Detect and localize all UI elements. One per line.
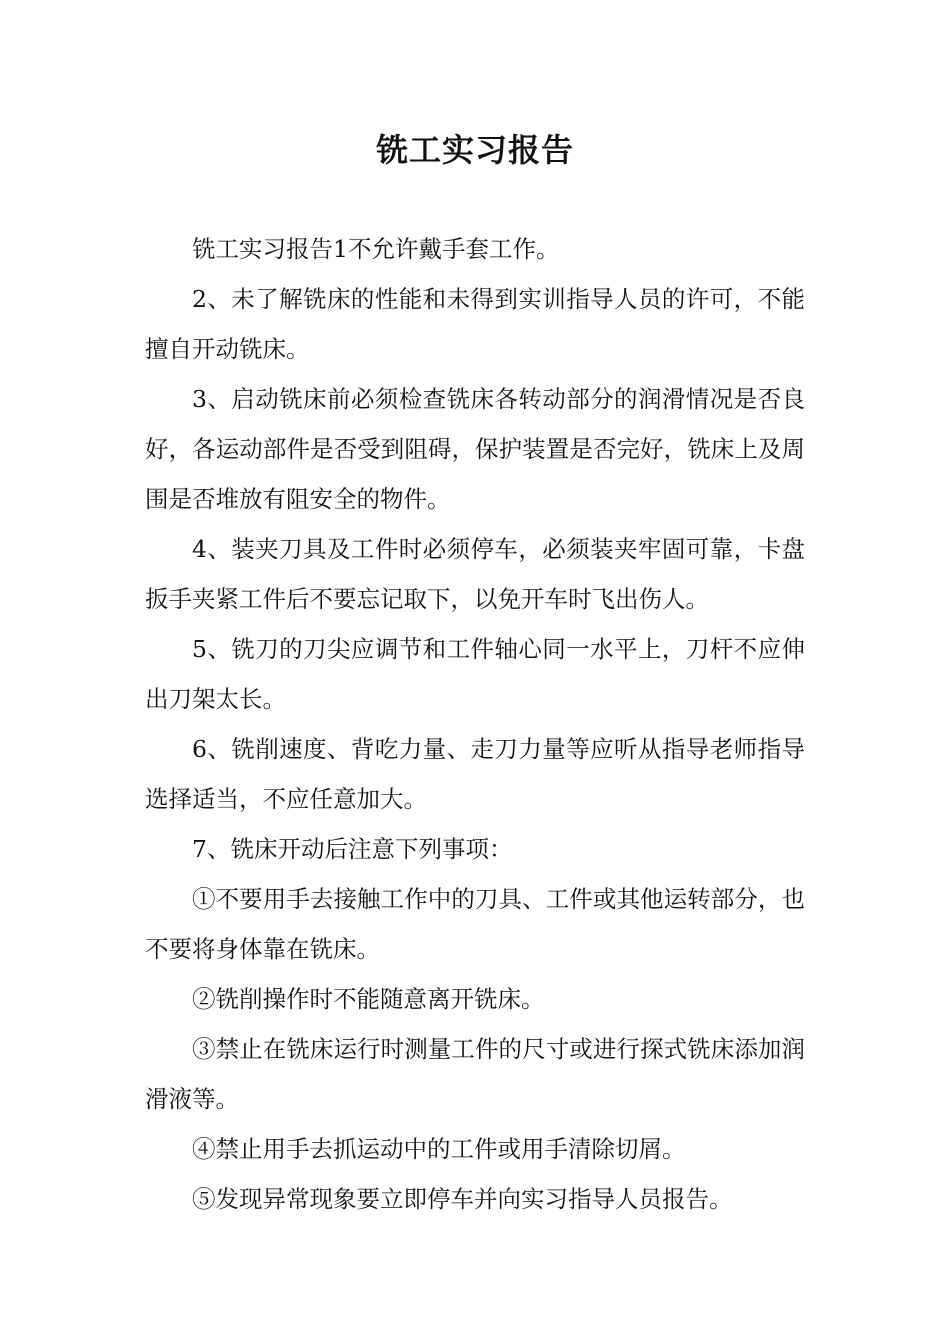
paragraph-9: ②铣削操作时不能随意离开铣床。	[192, 985, 545, 1013]
paragraph-3: 3、启动铣床前必须检查铣床各转动部分的润滑情况是否良好，各运动部件是否受到阻碍，保护装置是否完好，铣床上及周围是否堆放有阻安全的物件。	[145, 385, 805, 513]
document-body	[145, 224, 805, 1224]
paragraph-8: ①不要用手去接触工作中的刀具、工件或其他运转部分，也不要将身体靠在铣床。	[145, 885, 805, 963]
paragraph-10: ③禁止在铣床运行时测量工件的尺寸或进行探式铣床添加润滑液等。	[145, 1035, 805, 1113]
paragraph-2: 2、未了解铣床的性能和未得到实训指导人员的许可，不能擅自开动铣床。	[145, 285, 805, 363]
paragraph-12: ⑤发现异常现象要立即停车并向实习指导人员报告。	[192, 1185, 733, 1213]
paragraph-4: 4、装夹刀具及工件时必须停车，必须装夹牢固可靠，卡盘扳手夹紧工件后不要忘记取下，以免开车时飞出伤人。	[145, 535, 805, 613]
paragraph-6: 6、铣削速度、背吃力量、走刀力量等应听从指导老师指导选择适当，不应任意加大。	[145, 735, 805, 813]
paragraph-7: 7、铣床开动后注意下列事项：	[192, 835, 513, 863]
paragraph-11: ④禁止用手去抓运动中的工件或用手清除切屑。	[192, 1135, 686, 1163]
paragraph-5: 5、铣刀的刀尖应调节和工件轴心同一水平上，刀杆不应伸出刀架太长。	[145, 635, 805, 713]
document-title: 铣工实习报告	[375, 131, 574, 169]
paragraph-1: 铣工实习报告1不允许戴手套工作。	[192, 235, 560, 263]
